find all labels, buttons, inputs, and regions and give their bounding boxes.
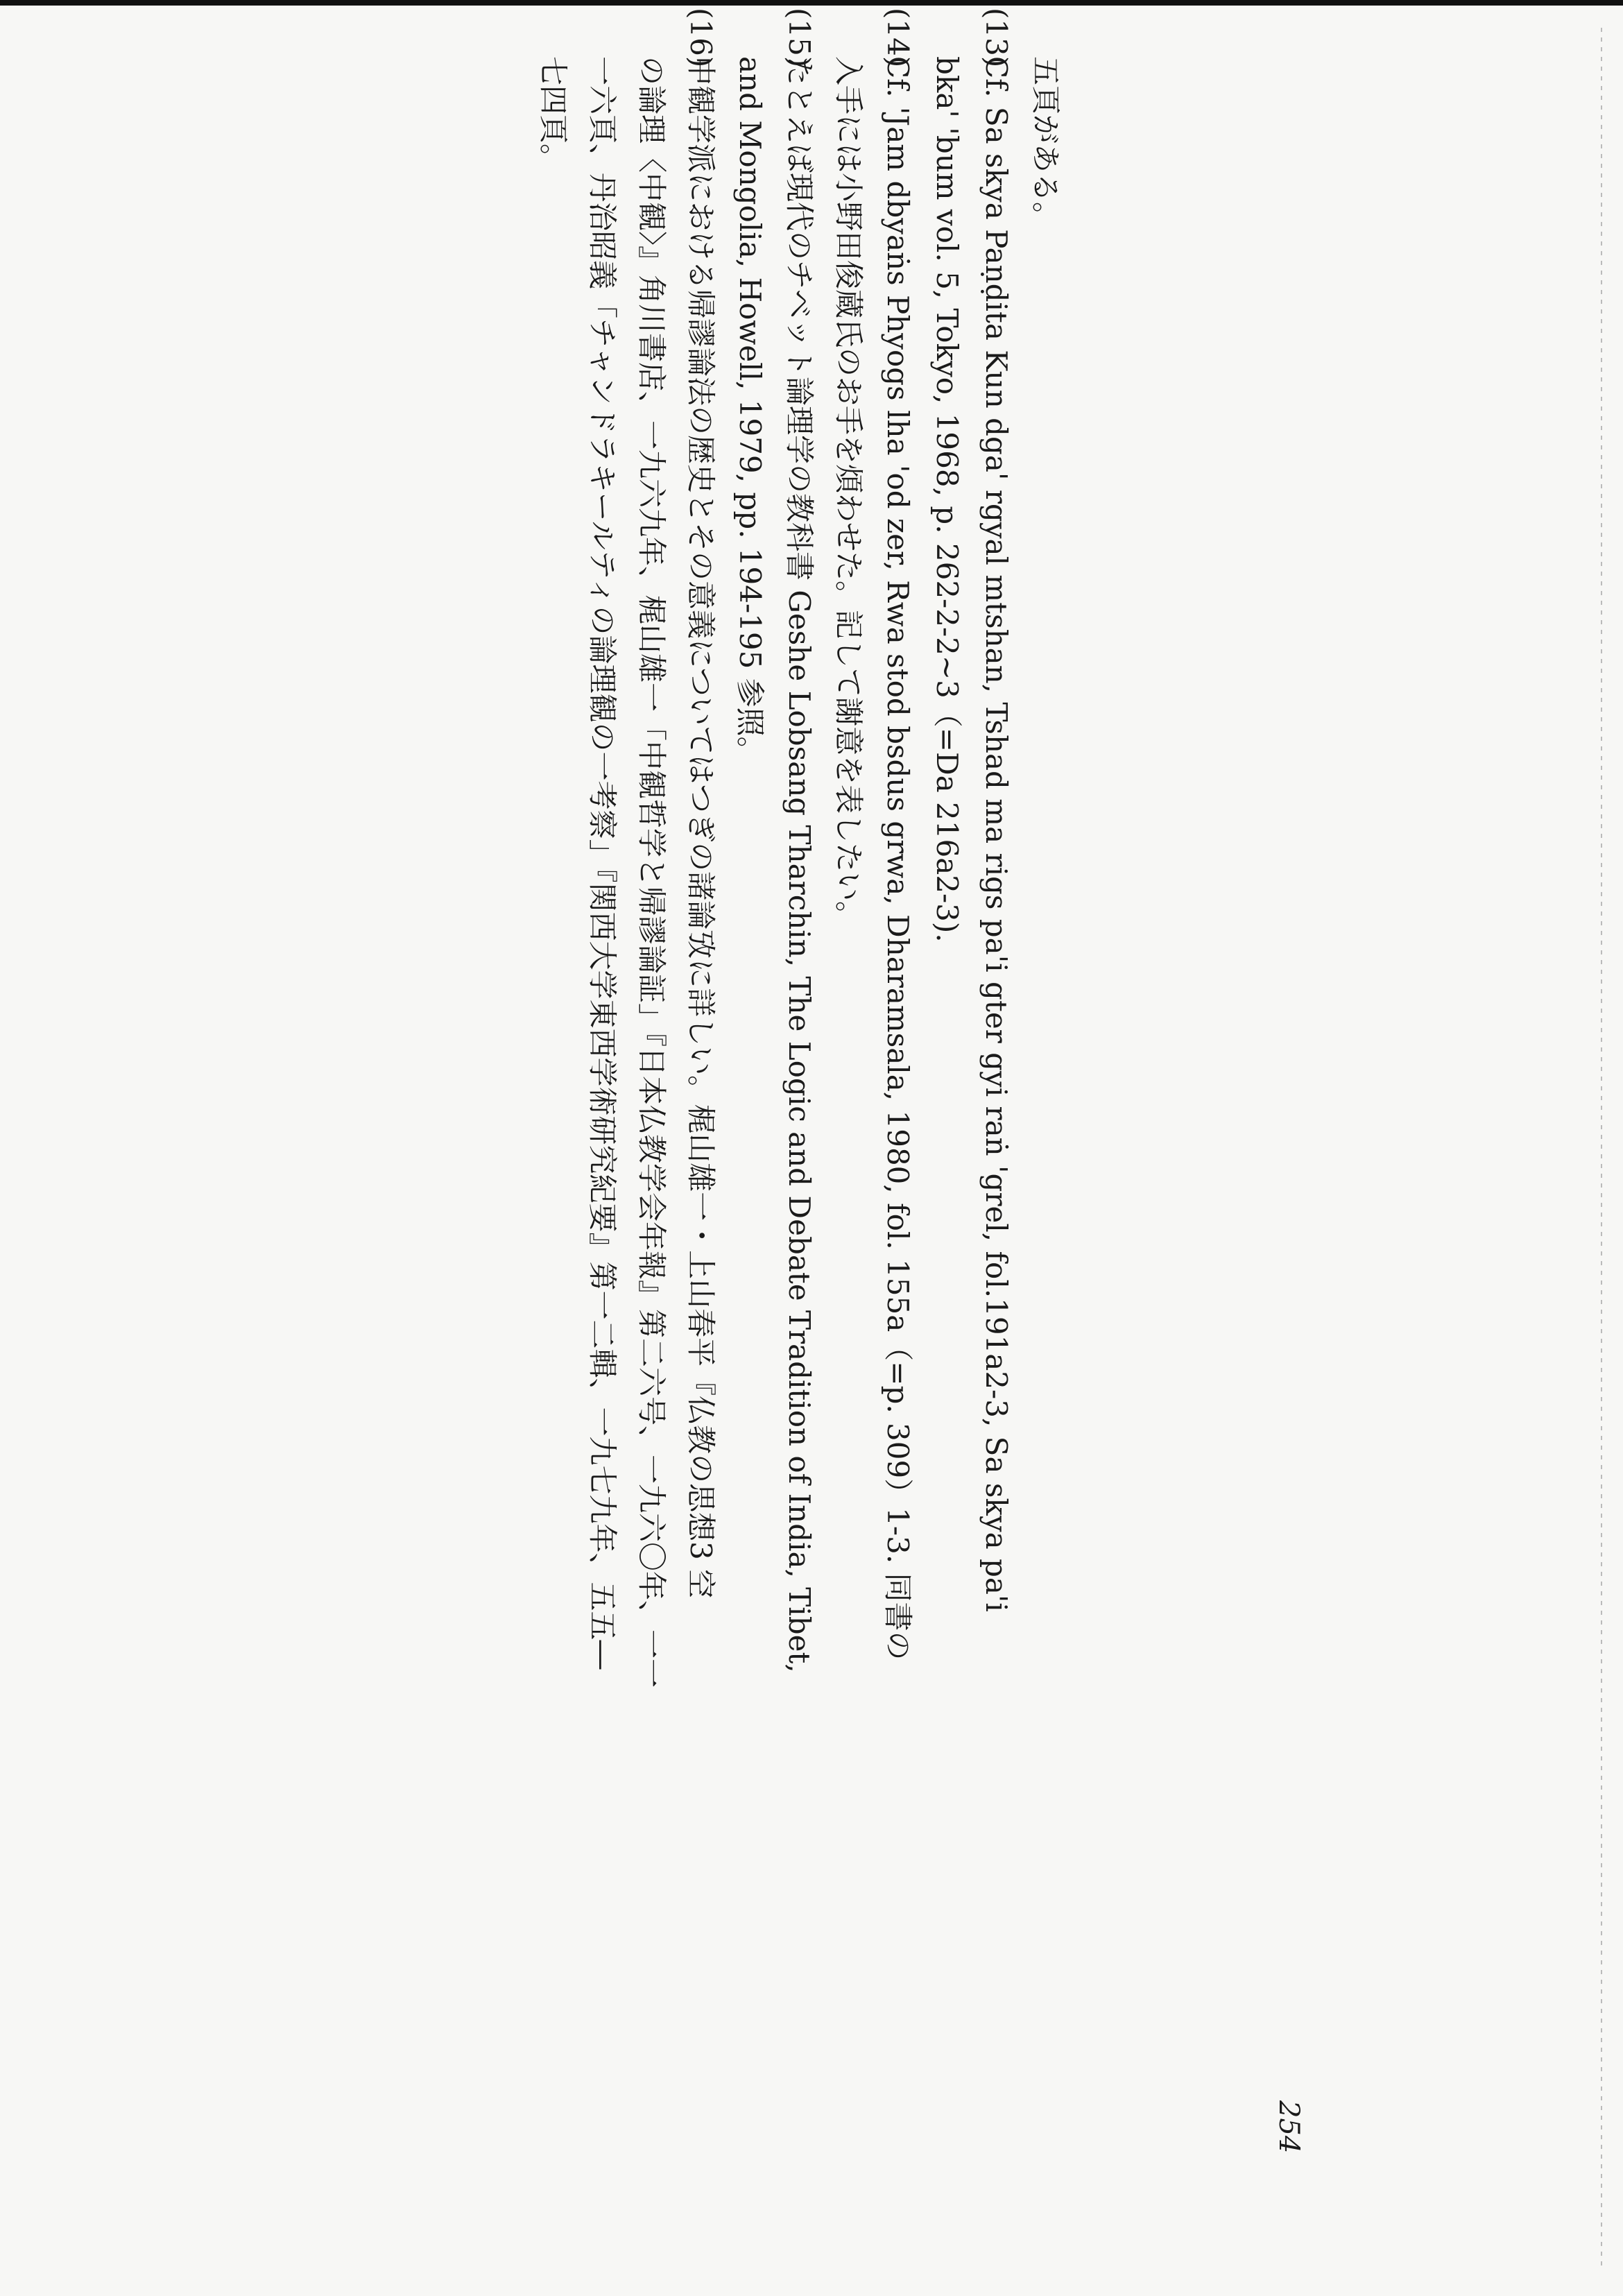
note-13-text: Cf. Sa skya Paṇḍita Kun dga' rgyal mtshan, Tshad ma rigs pa'i gter gyi raṅ 'grel, fol.191a2-3, Sa skya pa'i bbox=[979, 56, 1013, 1612]
top-rule bbox=[0, 0, 1623, 6]
page-number: 254 bbox=[1273, 2100, 1305, 2154]
note-14-number: (14) bbox=[881, 8, 915, 68]
note-16-line-2: の論理〈中観〉』角川書店、一九六九年、梶山雄一「中観哲学と帰謬論証」『日本仏教学会年報』第二六号、一九六〇年、一一 bbox=[635, 56, 669, 1688]
note-14-line-1 bbox=[873, 8, 922, 2158]
note-14-text: Cf. 'Jam dbyaṅs Phyogs lha 'od zer, Rwa stod bsdus grwa, Dharamsala, 1980, fol. 155a（=p. 309）1-3. 同書の bbox=[881, 56, 915, 1661]
note-15-text: たとえば現代のチベット論理学の教科書 Geshe Lobsang Tharchin, The Logic and Debate Tradition of India, Tibet, bbox=[782, 56, 816, 1673]
footnotes-block bbox=[515, 8, 1070, 2158]
note-16-text: 中観学派における帰謬論法の歴史とその意義についてはつぎの諸論攷に詳しい。梶山雄一・上山春平『仏教の思想3 空 bbox=[684, 56, 718, 1599]
note-16-line-4: 七四頁。 bbox=[536, 56, 570, 173]
note-13-number: (13) bbox=[979, 8, 1013, 68]
note-16-line-1 bbox=[676, 8, 725, 2158]
note-16-line-3: 一六頁、丹治昭義「チャンドラキールティの論理観の一考察」『関西大学東西学術研究紀要』第一二輯、一九七九年、五五― bbox=[585, 56, 619, 1670]
note-13-line-2: bka' 'bum vol. 5, Tokyo, 1968, p. 262-2-2~3（=Da 216a2-3). bbox=[930, 56, 964, 943]
note-16-number: (16) bbox=[684, 8, 718, 68]
note-12-continuation: 五頁がある。 bbox=[1029, 56, 1063, 232]
page-edge-mark bbox=[1601, 28, 1602, 2268]
note-15-number: (15) bbox=[782, 8, 816, 68]
note-14-line-2: 入手には小野田俊蔵氏のお手を煩わせた。記して謝意を表したい。 bbox=[832, 56, 866, 931]
note-13-line-1 bbox=[972, 8, 1021, 2158]
note-15-line-1 bbox=[775, 8, 824, 2158]
note-15-line-2: and Mongolia, Howell, 1979, pp. 194-195 参照。 bbox=[733, 56, 767, 766]
